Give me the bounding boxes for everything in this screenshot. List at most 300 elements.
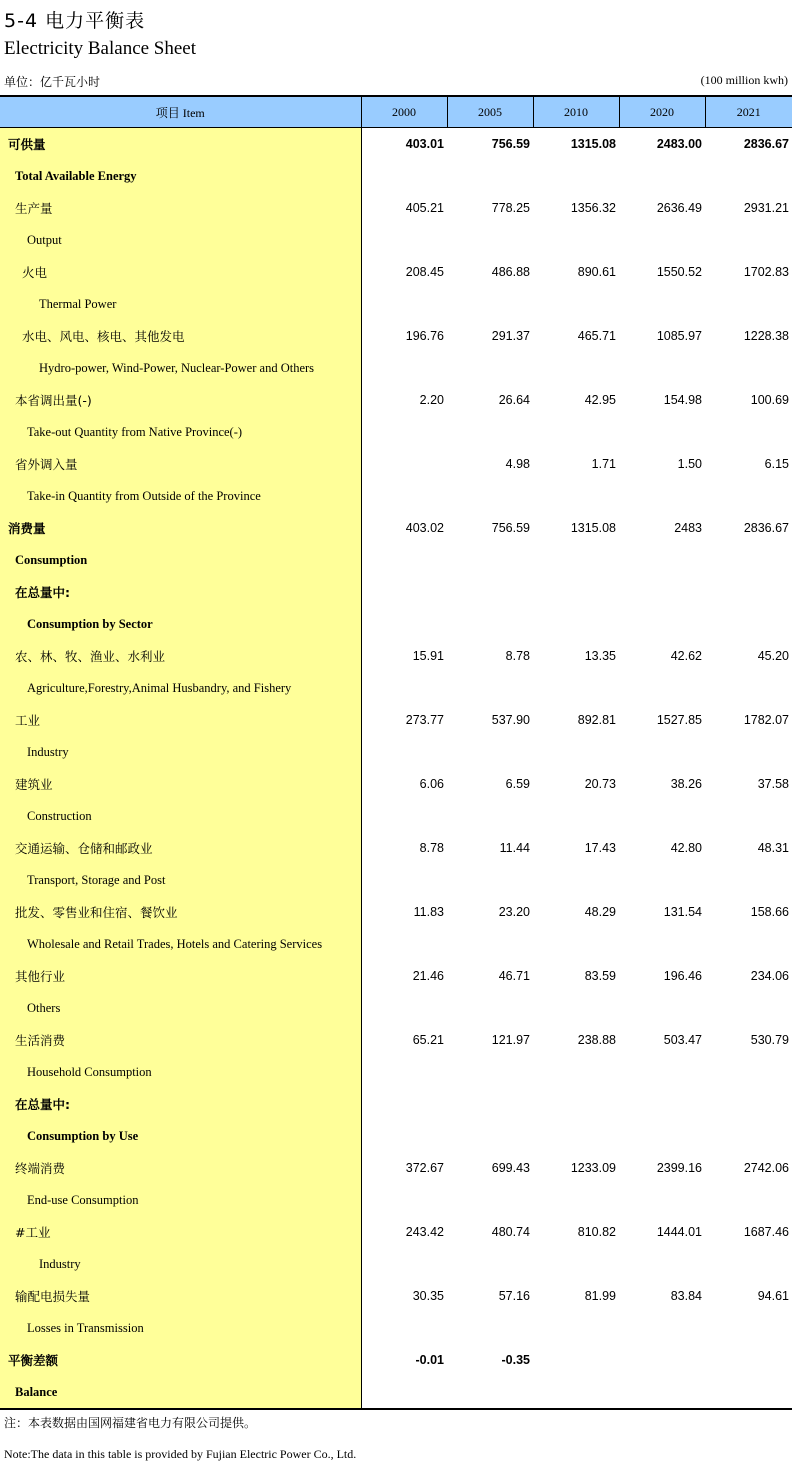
value-cell (533, 416, 619, 448)
table-row (0, 416, 792, 448)
value-cell (361, 1184, 447, 1216)
value-cell (447, 672, 533, 704)
value-cell (447, 1312, 533, 1344)
value-cell (447, 864, 533, 896)
value-cell: 23.20 (498, 905, 530, 919)
table-row (0, 736, 792, 768)
value-cell: 65.21 (412, 1033, 444, 1047)
table-row (0, 768, 792, 800)
table-row (0, 224, 792, 256)
value-cell: -0.35 (501, 1353, 530, 1367)
row-label: 消费量 (8, 521, 46, 536)
value-cell: 1228.38 (743, 329, 789, 343)
value-cell (705, 544, 792, 576)
value-cell: 1.71 (591, 457, 616, 471)
value-cell: -0.01 (415, 1353, 444, 1367)
value-cell: 121.97 (491, 1033, 530, 1047)
value-cell (361, 160, 447, 192)
value-cell (619, 1344, 705, 1376)
row-label-cell (0, 672, 361, 704)
table-row (0, 1088, 792, 1120)
value-cell: 756.59 (491, 521, 530, 535)
value-cell: 1315.08 (570, 137, 616, 151)
value-cell (361, 672, 447, 704)
value-cell: 38.26 (670, 777, 702, 791)
row-label-cell (0, 256, 361, 288)
value-cell (361, 800, 447, 832)
row-label-cell (0, 864, 361, 896)
value-cell (447, 608, 533, 640)
value-cell (533, 1056, 619, 1088)
value-cell: 11.44 (499, 841, 530, 855)
value-cell: 465.71 (577, 329, 616, 343)
value-cell (705, 928, 792, 960)
row-label: 本省调出量(-) (15, 393, 92, 408)
row-label: Take-out Quantity from Native Province(-) (27, 425, 243, 439)
value-cell (705, 352, 792, 384)
table-row (0, 672, 792, 704)
value-cell (361, 928, 447, 960)
value-cell (705, 1312, 792, 1344)
value-cell (619, 480, 705, 512)
value-cell: 15.91 (412, 649, 444, 663)
row-label: Agriculture,Forestry,Animal Husbandry, and Fishery (27, 681, 292, 695)
value-cell: 2931.21 (743, 201, 789, 215)
table-row (0, 480, 792, 512)
row-label: 在总量中: (15, 585, 70, 600)
value-cell: 8.78 (419, 841, 444, 855)
value-cell: 2742.06 (743, 1161, 789, 1175)
value-cell: 1356.32 (570, 201, 616, 215)
table-row (0, 1344, 792, 1376)
value-cell (619, 672, 705, 704)
row-label-cell (0, 1280, 361, 1312)
row-label-cell (0, 768, 361, 800)
value-cell (619, 1088, 705, 1120)
value-cell (705, 416, 792, 448)
value-cell: 1.50 (677, 457, 702, 471)
value-cell: 503.47 (663, 1033, 702, 1047)
value-cell (447, 1376, 533, 1409)
value-cell: 83.84 (670, 1289, 702, 1303)
value-cell (361, 1120, 447, 1152)
value-cell (533, 224, 619, 256)
row-label-cell (0, 1056, 361, 1088)
row-label: 生活消费 (15, 1033, 66, 1048)
value-cell: 405.21 (405, 201, 444, 215)
value-cell: 2483 (674, 521, 702, 535)
value-cell (447, 992, 533, 1024)
table-row (0, 1056, 792, 1088)
value-cell (619, 544, 705, 576)
table-row (0, 352, 792, 384)
row-label-cell (0, 608, 361, 640)
row-label: Balance (15, 1385, 58, 1399)
value-cell: 20.73 (584, 777, 616, 791)
value-cell: 154.98 (663, 393, 702, 407)
row-label-cell (0, 1312, 361, 1344)
value-cell (705, 992, 792, 1024)
row-label-cell (0, 800, 361, 832)
value-cell: 890.61 (577, 265, 616, 279)
value-cell: 2.20 (419, 393, 444, 407)
row-label: 批发、零售业和住宿、餐饮业 (15, 905, 178, 920)
table-row (0, 896, 792, 928)
row-label-cell (0, 288, 361, 320)
row-label: 终端消费 (15, 1161, 66, 1176)
row-label: 工业 (15, 713, 41, 728)
row-label: #工业 (15, 1225, 51, 1240)
value-cell (619, 1120, 705, 1152)
value-cell (361, 1248, 447, 1280)
page-title-cn: 5-4 电力平衡表 (4, 10, 146, 32)
value-cell: 486.88 (491, 265, 530, 279)
value-cell (705, 576, 792, 608)
value-cell (361, 1312, 447, 1344)
value-cell (361, 416, 447, 448)
value-cell: 42.95 (584, 393, 616, 407)
row-label: Others (27, 1001, 61, 1015)
value-cell: 37.58 (757, 777, 789, 791)
row-label: Take-in Quantity from Outside of the Province (27, 489, 261, 503)
value-cell (447, 224, 533, 256)
value-cell (619, 928, 705, 960)
value-cell (705, 1120, 792, 1152)
table-row (0, 832, 792, 864)
value-cell (705, 288, 792, 320)
value-cell (619, 416, 705, 448)
value-cell (447, 1088, 533, 1120)
row-label: Wholesale and Retail Trades, Hotels and Catering Services (27, 937, 323, 951)
value-cell (619, 608, 705, 640)
value-cell: 42.80 (670, 841, 702, 855)
value-cell (705, 160, 792, 192)
value-cell: 46.71 (498, 969, 530, 983)
value-cell (619, 352, 705, 384)
row-label-cell (0, 1376, 361, 1409)
footnote-cn: 注：本表数据由国网福建省电力有限公司提供。 (4, 1416, 257, 1430)
row-label-cell (0, 352, 361, 384)
row-label-cell (0, 1248, 361, 1280)
value-cell: 1444.01 (656, 1225, 702, 1239)
value-cell (619, 1184, 705, 1216)
row-label-cell (0, 1216, 361, 1248)
value-cell (447, 1056, 533, 1088)
table-row (0, 384, 792, 416)
value-cell (533, 800, 619, 832)
row-label-cell (0, 896, 361, 928)
value-cell (533, 672, 619, 704)
value-cell: 1233.09 (570, 1161, 616, 1175)
row-label-cell (0, 160, 361, 192)
value-cell (447, 544, 533, 576)
value-cell (533, 1184, 619, 1216)
value-cell (619, 160, 705, 192)
value-cell (533, 160, 619, 192)
value-cell (533, 1120, 619, 1152)
value-cell (361, 1376, 447, 1409)
value-cell (447, 160, 533, 192)
value-cell (533, 576, 619, 608)
value-cell (447, 1120, 533, 1152)
row-label: Household Consumption (27, 1065, 152, 1079)
value-cell: 234.06 (750, 969, 789, 983)
row-label-cell (0, 1024, 361, 1056)
value-cell (361, 288, 447, 320)
value-cell (447, 576, 533, 608)
value-cell: 42.62 (670, 649, 702, 663)
value-cell: 1687.46 (743, 1225, 789, 1239)
row-label-cell (0, 224, 361, 256)
value-cell: 13.35 (584, 649, 616, 663)
value-cell (705, 864, 792, 896)
table-row (0, 800, 792, 832)
table-row (0, 288, 792, 320)
value-cell: 778.25 (491, 201, 530, 215)
value-cell (705, 1056, 792, 1088)
footnote-en: Note:The data in this table is provided by Fujian Electric Power Co., Ltd. (4, 1447, 357, 1461)
value-cell (533, 928, 619, 960)
value-cell (361, 352, 447, 384)
row-label: Hydro-power, Wind-Power, Nuclear-Power and Others (39, 361, 315, 375)
value-cell: 6.06 (419, 777, 444, 791)
row-label: Output (27, 233, 62, 247)
value-cell (619, 288, 705, 320)
value-cell (361, 608, 447, 640)
row-label: Total Available Energy (15, 169, 137, 183)
value-cell (705, 1376, 792, 1409)
value-cell: 291.37 (491, 329, 530, 343)
header-year: 2000 (361, 96, 447, 128)
row-label-cell (0, 448, 361, 480)
row-label-cell (0, 128, 361, 161)
row-label: Industry (39, 1257, 81, 1271)
row-label: Consumption by Sector (27, 617, 153, 631)
value-cell: 2636.49 (656, 201, 702, 215)
row-label: 在总量中: (15, 1097, 70, 1112)
row-label: Consumption by Use (27, 1129, 139, 1143)
row-label-cell (0, 384, 361, 416)
value-cell (361, 224, 447, 256)
value-cell (533, 1312, 619, 1344)
value-cell: 699.43 (491, 1161, 530, 1175)
value-cell (361, 1088, 447, 1120)
table-header-row (0, 96, 792, 128)
value-cell: 2836.67 (743, 137, 789, 151)
page-title-en: Electricity Balance Sheet (4, 38, 197, 59)
row-label-cell (0, 1120, 361, 1152)
value-cell: 1550.52 (656, 265, 702, 279)
value-cell (705, 224, 792, 256)
row-label: 省外调入量 (15, 457, 78, 472)
value-cell: 17.43 (584, 841, 616, 855)
value-cell (705, 608, 792, 640)
value-cell (705, 672, 792, 704)
row-label-cell (0, 960, 361, 992)
value-cell (447, 736, 533, 768)
table-row (0, 1184, 792, 1216)
row-label-cell (0, 1184, 361, 1216)
value-cell (447, 416, 533, 448)
value-cell (619, 1248, 705, 1280)
value-cell: 480.74 (491, 1225, 530, 1239)
value-cell: 131.54 (663, 905, 702, 919)
row-label: Transport, Storage and Post (27, 873, 166, 887)
value-cell (619, 1312, 705, 1344)
value-cell (447, 800, 533, 832)
value-cell: 196.76 (405, 329, 444, 343)
value-cell: 892.81 (577, 713, 616, 727)
value-cell: 4.98 (505, 457, 530, 471)
value-cell: 1702.83 (743, 265, 789, 279)
table-row (0, 128, 792, 161)
value-cell (447, 928, 533, 960)
unit-label-en: (100 million kwh) (700, 73, 788, 87)
value-cell (447, 352, 533, 384)
table-row (0, 544, 792, 576)
value-cell (533, 1248, 619, 1280)
value-cell (619, 800, 705, 832)
row-label-cell (0, 480, 361, 512)
table-row (0, 640, 792, 672)
value-cell (533, 1344, 619, 1376)
value-cell: 6.15 (764, 457, 789, 471)
value-cell (447, 1184, 533, 1216)
value-cell: 26.64 (498, 393, 530, 407)
value-cell (361, 544, 447, 576)
value-cell (361, 992, 447, 1024)
value-cell: 537.90 (491, 713, 530, 727)
value-cell: 2836.67 (743, 521, 789, 535)
value-cell (447, 288, 533, 320)
value-cell (619, 992, 705, 1024)
table-row (0, 512, 792, 544)
value-cell: 243.42 (405, 1225, 444, 1239)
value-cell: 11.83 (413, 905, 444, 919)
table-row (0, 1248, 792, 1280)
value-cell: 273.77 (405, 713, 444, 727)
value-cell (619, 1376, 705, 1409)
value-cell: 756.59 (491, 137, 530, 151)
value-cell: 238.88 (577, 1033, 616, 1047)
row-label: 交通运输、仓储和邮政业 (15, 841, 153, 856)
value-cell: 158.66 (750, 905, 789, 919)
table-row (0, 704, 792, 736)
table-row (0, 608, 792, 640)
header-year: 2010 (533, 96, 619, 128)
table-row (0, 320, 792, 352)
row-label: 可供量 (8, 137, 46, 152)
row-label-cell (0, 704, 361, 736)
value-cell (361, 480, 447, 512)
table-row (0, 448, 792, 480)
row-label-cell (0, 416, 361, 448)
value-cell (533, 992, 619, 1024)
value-cell (533, 1088, 619, 1120)
table-row (0, 1312, 792, 1344)
value-cell (361, 1056, 447, 1088)
table-row (0, 192, 792, 224)
value-cell (705, 1344, 792, 1376)
table-row (0, 992, 792, 1024)
row-label: 农、林、牧、渔业、水利业 (15, 649, 166, 664)
value-cell (361, 576, 447, 608)
value-cell (533, 1376, 619, 1409)
value-cell (533, 736, 619, 768)
row-label: Losses in Transmission (27, 1321, 144, 1335)
row-label-cell (0, 320, 361, 352)
row-label: Industry (27, 745, 69, 759)
value-cell: 196.46 (663, 969, 702, 983)
value-cell: 2483.00 (656, 137, 702, 151)
value-cell: 30.35 (412, 1289, 444, 1303)
row-label-cell (0, 544, 361, 576)
row-label: Construction (27, 809, 92, 823)
value-cell (619, 736, 705, 768)
value-cell: 94.61 (757, 1289, 789, 1303)
header-item: 项目 Item (0, 96, 361, 128)
value-cell: 45.20 (757, 649, 789, 663)
unit-label-cn: 单位：亿千瓦小时 (4, 75, 101, 89)
value-cell: 57.16 (498, 1289, 530, 1303)
row-label-cell (0, 928, 361, 960)
value-cell (361, 864, 447, 896)
table-row (0, 1216, 792, 1248)
value-cell (533, 544, 619, 576)
value-cell (447, 480, 533, 512)
value-cell (705, 480, 792, 512)
value-cell: 208.45 (405, 265, 444, 279)
value-cell (361, 736, 447, 768)
row-label: End-use Consumption (27, 1193, 139, 1207)
value-cell: 83.59 (584, 969, 616, 983)
table-row (0, 1120, 792, 1152)
value-cell: 530.79 (750, 1033, 789, 1047)
value-cell (619, 1056, 705, 1088)
value-cell: 81.99 (584, 1289, 616, 1303)
value-cell (533, 608, 619, 640)
row-label: Consumption (15, 553, 88, 567)
header-year: 2005 (447, 96, 533, 128)
value-cell (533, 864, 619, 896)
value-cell: 810.82 (577, 1225, 616, 1239)
value-cell: 2399.16 (656, 1161, 702, 1175)
row-label: Thermal Power (39, 297, 117, 311)
value-cell (705, 1088, 792, 1120)
table-row (0, 864, 792, 896)
value-cell (619, 576, 705, 608)
value-cell (533, 288, 619, 320)
value-cell: 8.78 (505, 649, 530, 663)
value-cell: 403.01 (405, 137, 444, 151)
value-cell: 1315.08 (570, 521, 616, 535)
table-row (0, 160, 792, 192)
table-row (0, 960, 792, 992)
table-row (0, 1376, 792, 1409)
row-label-cell (0, 992, 361, 1024)
header-year: 2021 (705, 96, 792, 128)
table-body (0, 128, 792, 1410)
value-cell (705, 800, 792, 832)
row-label: 火电 (22, 265, 48, 280)
value-cell: 1085.97 (656, 329, 702, 343)
table-row (0, 1152, 792, 1184)
table-row (0, 1280, 792, 1312)
row-label-cell (0, 192, 361, 224)
header-year: 2020 (619, 96, 705, 128)
value-cell: 403.02 (405, 521, 444, 535)
row-label: 平衡差额 (8, 1353, 59, 1368)
